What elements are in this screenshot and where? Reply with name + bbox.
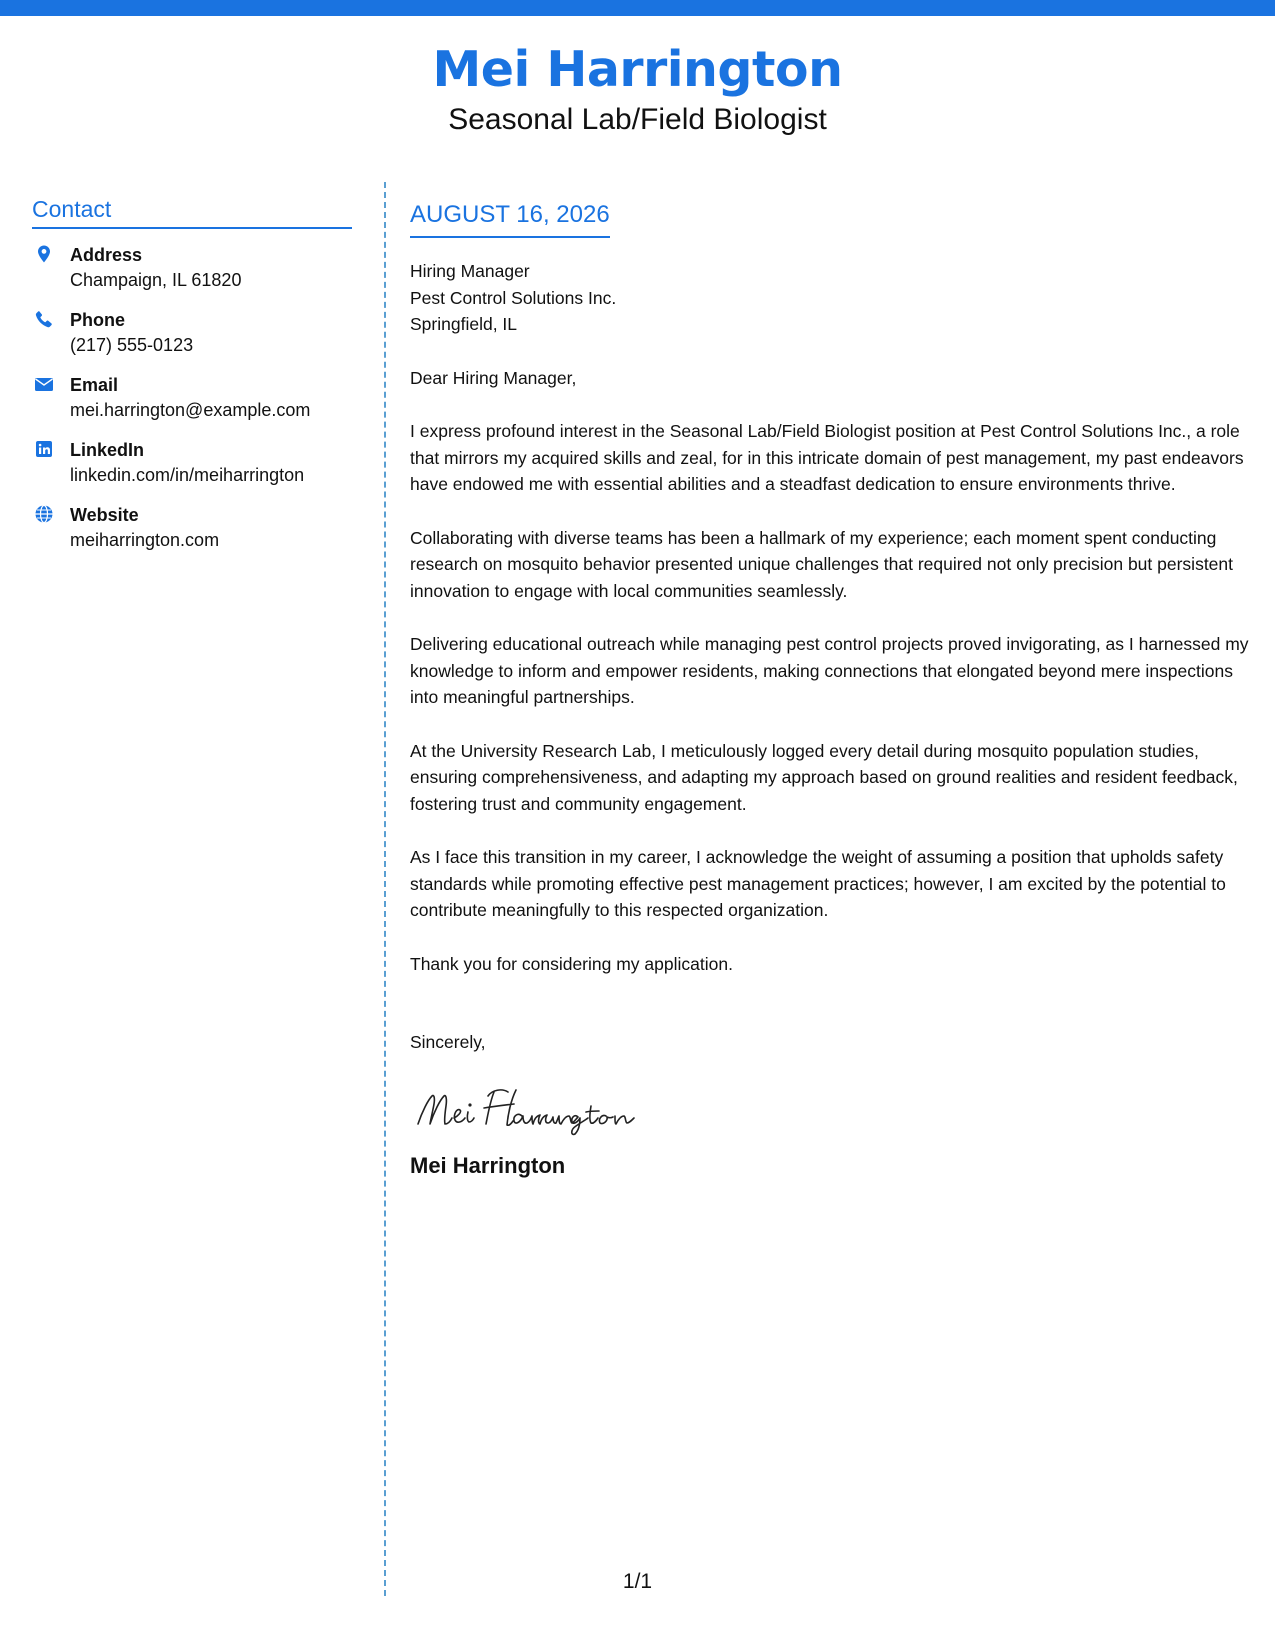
contact-label: Phone [70,310,126,330]
contact-value: linkedin.com/in/meiharrington [70,465,305,485]
contact-value: Champaign, IL 61820 [70,270,242,290]
envelope-icon [34,374,54,394]
contact-value: (217) 555-0123 [70,335,194,355]
letter-header [0,40,1275,138]
signer-name: Mei Harrington [410,1152,566,1178]
contact-value: mei.harrington@example.com [70,400,311,420]
contact-label: Email [70,375,119,395]
contact-label: LinkedIn [70,440,145,460]
column-divider [384,182,386,1596]
letter-paragraph: Delivering educational outreach while managing pest control projects proved invigorating, as I harnessed my knowledge to inform and empower residents, making connections that elongated beyond mere inspections into meaningful partnerships. [410,634,1249,707]
closing: Sincerely, [410,1032,486,1052]
applicant-name: Mei Harrington [432,41,843,98]
recipient-line: Hiring Manager [410,261,530,281]
contact-heading: Contact [32,196,352,229]
recipient-block [410,258,1255,338]
contact-label: Address [70,245,143,265]
contact-linkedin [32,438,352,488]
handwritten-signature [410,1078,1255,1138]
map-pin-icon [34,244,54,264]
letter-date: AUGUST 16, 2026 [410,198,610,238]
letter-paragraph: As I face this transition in my career, I acknowledge the weight of assuming a position that upholds safety standards while promoting effective pest management practices; however, I am excited by the potential to contribute meaningfully to this respected organization. [410,847,1226,920]
recipient-line: Springfield, IL [410,314,518,334]
recipient-line: Pest Control Solutions Inc. [410,287,617,308]
letter-paragraph: Collaborating with diverse teams has been a hallmark of my experience; each moment spent conducting research on mosquito behavior presented unique challenges that required not only precision but persistent innovation to engage with local communities seamlessly. [410,527,1234,601]
contact-email [32,373,352,423]
globe-icon [34,504,54,524]
contact-website [32,503,352,553]
salutation: Dear Hiring Manager, [410,367,577,388]
contact-label: Website [70,505,139,525]
letter-paragraph: I express profound interest in the Seasonal Lab/Field Biologist position at Pest Control Solutions Inc., a role that mirrors my acquired skills and zeal, for in this intricate domain of pest management, my past endeavors have endowed me with essential abilities and a steadfast dedication to ensure environments thrive. [410,421,1244,494]
letter-paragraph: Thank you for considering my application. [410,953,733,974]
phone-icon [34,309,54,329]
contact-address [32,243,352,293]
page-number: 1/1 [622,1570,653,1593]
letter-paragraph: At the University Research Lab, I meticulously logged every detail during mosquito population studies, ensuring comprehensiveness, and adapting my approach based on ground realities and resident feedback, fostering trust and community engagement. [410,740,1238,814]
applicant-title: Seasonal Lab/Field Biologist [448,103,827,136]
letter-body [410,198,1255,1180]
top-accent-bar [0,0,1275,16]
contact-phone [32,308,352,358]
linkedin-icon [34,439,54,459]
contact-value: meiharrington.com [70,530,220,550]
contact-sidebar [32,196,352,568]
